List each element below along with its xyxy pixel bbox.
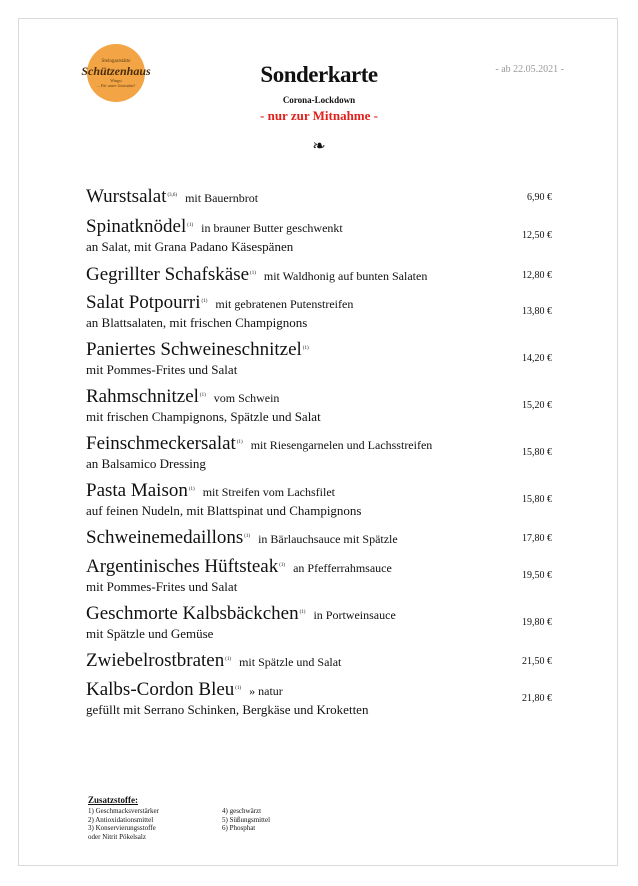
dish-description: mit gebratenen Putenstreifen xyxy=(215,297,354,311)
dish-price: 19,80 € xyxy=(522,617,552,628)
menu-item xyxy=(86,480,552,519)
additive-marker: (1) xyxy=(199,392,206,398)
logo-line-1: Steingaststätte xyxy=(101,58,131,64)
menu-item-heading xyxy=(86,603,552,625)
additive-entry: oder Nitrit Pökelsalz xyxy=(88,832,146,841)
additive-marker: (1) xyxy=(236,439,243,445)
additive-entry: 1) Geschmacksverstärker xyxy=(88,807,159,815)
dish-side-description: mit Spätzle und Gemüse xyxy=(86,626,214,641)
valid-from-date: - ab 22.05.2021 - xyxy=(495,64,564,75)
dish-description: vom Schwein xyxy=(213,391,280,405)
logo-line-2: Schützenhaus xyxy=(81,63,151,78)
dish-description: » natur xyxy=(249,684,283,698)
dish-description: mit Spätzle und Salat xyxy=(239,655,342,669)
menu-item-heading xyxy=(86,386,552,408)
additive-entry: 2) Antioxidationsmittel xyxy=(88,815,154,824)
menu-item xyxy=(86,527,552,549)
dish-price: 14,20 € xyxy=(522,353,552,364)
additives-left-column xyxy=(88,807,222,841)
additive-entry: 3) Konservierungsstoffe xyxy=(88,824,156,832)
dish-description: in Bärlauchsauce mit Spätzle xyxy=(258,532,398,546)
menu-item-heading xyxy=(86,186,552,208)
menu-item xyxy=(86,292,552,331)
menu-item xyxy=(86,216,552,255)
menu-item-heading xyxy=(86,339,552,361)
dish-price: 15,20 € xyxy=(522,400,552,411)
dish-name: Paniertes Schweineschnitzel xyxy=(86,339,302,360)
dish-price: 19,50 € xyxy=(522,570,552,581)
dish-side-description: an Balsamico Dressing xyxy=(86,456,206,471)
dish-side-description: gefüllt mit Serrano Schinken, Bergkäse und Kroketten xyxy=(86,702,369,717)
menu-item-heading xyxy=(86,292,552,314)
dish-price: 6,90 € xyxy=(527,192,552,203)
dish-name: Zwiebelrostbraten xyxy=(86,650,225,671)
menu-item-heading xyxy=(86,527,552,549)
menu-item-heading xyxy=(86,679,552,701)
dish-description: an Pfefferrahmsauce xyxy=(293,561,392,575)
menu-item-heading xyxy=(86,556,552,578)
dish-price: 21,50 € xyxy=(522,656,552,667)
dish-side-description: mit Pommes-Frites und Salat xyxy=(86,579,238,594)
dish-side-description: auf feinen Nudeln, mit Blattspinat und Champignons xyxy=(86,503,362,518)
additive-marker: (1) xyxy=(201,298,208,304)
menu-item xyxy=(86,339,552,378)
logo-line-4: ... Für unser Gaststätte! xyxy=(96,82,136,88)
additive-marker: (1) xyxy=(299,609,306,615)
dish-side-description: mit frischen Champignons, Spätzle und Salat xyxy=(86,409,321,424)
dish-name: Pasta Maison xyxy=(86,480,188,501)
dish-description: mit Riesengarnelen und Lachsstreifen xyxy=(250,438,433,452)
menu-item xyxy=(86,386,552,425)
menu-item-heading xyxy=(86,650,552,672)
menu-item xyxy=(86,264,552,286)
menu-item xyxy=(86,650,552,672)
dish-name: Wurstsalat xyxy=(86,186,167,207)
dish-name: Kalbs-Cordon Bleu xyxy=(86,679,235,700)
dish-description: mit Bauernbrot xyxy=(185,191,259,205)
menu-item-heading xyxy=(86,264,552,286)
dish-price: 12,50 € xyxy=(522,230,552,241)
ornament-icon: ❧ xyxy=(312,138,326,155)
additive-marker: (1) xyxy=(279,562,286,568)
additive-entry: 4) geschwärzt xyxy=(222,807,262,815)
dish-price: 15,80 € xyxy=(522,447,552,458)
additive-marker: (1) xyxy=(187,222,194,228)
dish-name: Feinschmeckersalat xyxy=(86,433,236,454)
additives-section xyxy=(88,795,356,841)
logo-line-3: Wingst xyxy=(110,77,122,83)
dish-name: Schweinemedaillons xyxy=(86,527,244,548)
additives-title: Zusatzstoffe: xyxy=(88,795,138,805)
dish-price: 13,80 € xyxy=(522,306,552,317)
additive-marker: (1) xyxy=(225,656,232,662)
page-title: Sonderkarte xyxy=(260,62,378,87)
additive-marker: (1) xyxy=(302,345,309,351)
dish-side-description: an Blattsalaten, mit frischen Champignons xyxy=(86,315,308,330)
additive-marker: (3,6) xyxy=(167,192,178,198)
dish-price: 15,80 € xyxy=(522,494,552,505)
menu-item xyxy=(86,433,552,472)
menu-item xyxy=(86,679,552,718)
dish-price: 21,80 € xyxy=(522,693,552,704)
dish-side-description: an Salat, mit Grana Padano Käsespänen xyxy=(86,239,294,254)
dish-price: 17,80 € xyxy=(522,533,552,544)
dish-name: Rahmschnitzel xyxy=(86,386,199,407)
dish-description: in Portweinsauce xyxy=(313,608,396,622)
dish-description: mit Streifen vom Lachsfilet xyxy=(202,485,336,499)
dish-name: Gegrillter Schafskäse xyxy=(86,264,250,285)
menu-item xyxy=(86,556,552,595)
menu-item-heading xyxy=(86,480,552,502)
dish-name: Geschmorte Kalbsbäckchen xyxy=(86,603,299,624)
dish-name: Salat Potpourri xyxy=(86,292,201,313)
menu-item xyxy=(86,603,552,642)
dish-description: mit Waldhonig auf bunten Salaten xyxy=(263,269,428,283)
additive-entry: 5) Süßungsmittel xyxy=(222,815,271,824)
page-subtitle: Corona-Lockdown xyxy=(282,95,356,105)
additives-right-column xyxy=(222,807,356,841)
menu-item xyxy=(86,186,552,208)
dish-side-description: mit Pommes-Frites und Salat xyxy=(86,362,238,377)
additive-marker: (1) xyxy=(244,533,251,539)
dish-price: 12,80 € xyxy=(522,270,552,281)
additive-marker: (1) xyxy=(188,486,195,492)
additive-marker: (1) xyxy=(235,685,242,691)
dish-name: Spinatknödel xyxy=(86,216,187,237)
dish-name: Argentinisches Hüftsteak xyxy=(86,556,279,577)
menu-item-heading xyxy=(86,433,552,455)
menu-item-heading xyxy=(86,216,552,238)
dish-description: in brauner Butter geschwenkt xyxy=(201,221,343,235)
takeaway-notice: - nur zur Mitnahme - xyxy=(260,108,378,123)
additive-entry: 6) Phosphat xyxy=(222,824,256,832)
additive-marker: (1) xyxy=(250,270,256,276)
